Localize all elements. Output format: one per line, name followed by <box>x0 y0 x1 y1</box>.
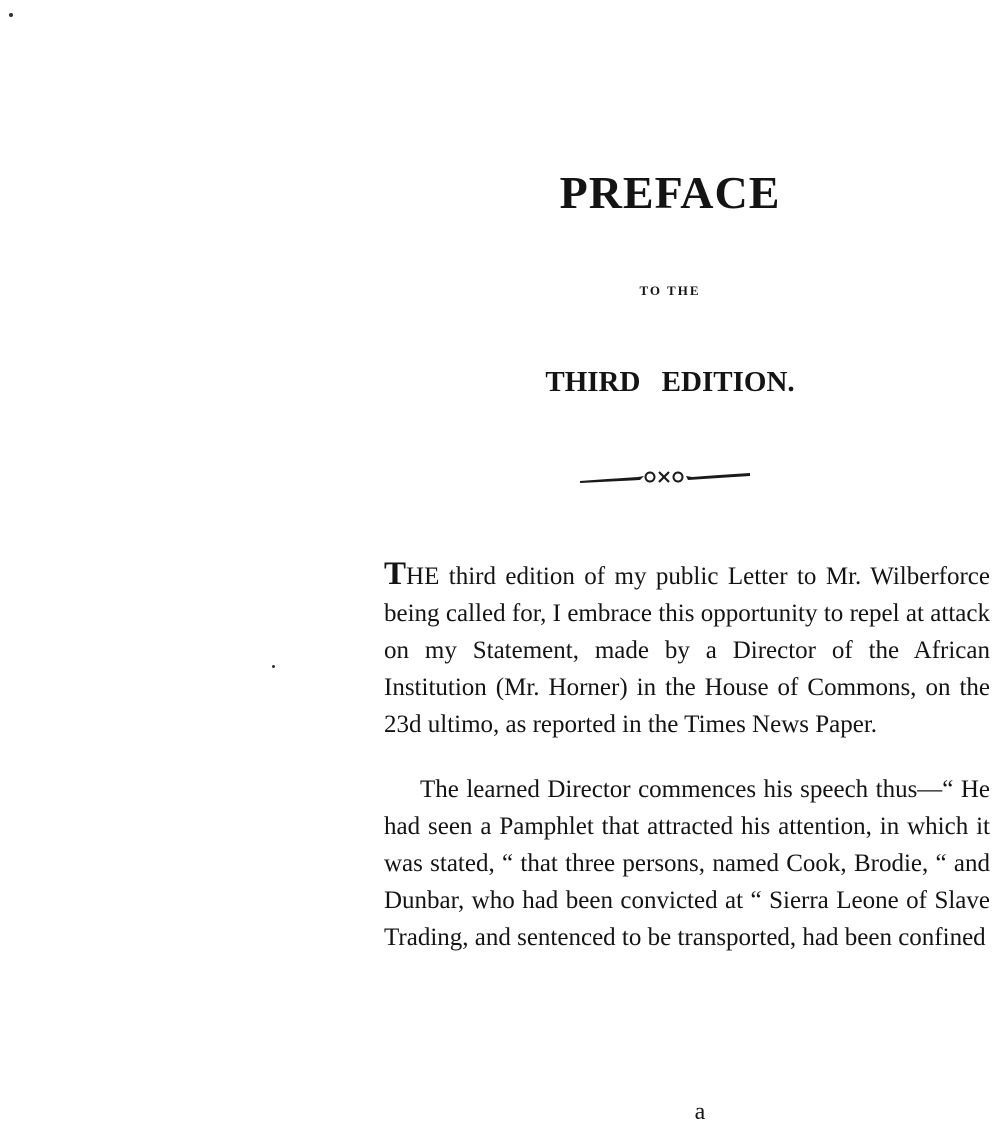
drop-cap: T <box>384 556 407 592</box>
subtitle-third-edition: THIRD EDITION. <box>545 366 795 398</box>
ink-speck <box>9 13 13 17</box>
subtitle-to-the: TO THE <box>639 283 701 298</box>
preface-title: PREFACE <box>559 167 781 218</box>
paragraph-2: The learned Director commences his speech thus—“ He had seen a Pamphlet that attracted his attention, in which it was stated, “ that three persons, named Cook, Brodie, “ and Dunbar, who had been convicted at “ Sierra Leone of Slave Trading, and sentenced to be transported, had been confined <box>384 776 990 951</box>
signature-mark: a <box>694 1099 706 1125</box>
paragraph-1-text: HE third edition of my public Letter to Mr. Wilberforce being called for, I embrace this opportunity to repel at attack on my Statement, made by a Director of the African Institution (Mr. Horner) in the House of Commons, on the 23d ultimo, as reported in the Times News Paper. <box>384 563 990 738</box>
paragraph-1 <box>384 558 990 743</box>
ornament-divider <box>578 464 752 490</box>
ink-speck <box>272 665 275 668</box>
preface-body <box>384 558 990 956</box>
